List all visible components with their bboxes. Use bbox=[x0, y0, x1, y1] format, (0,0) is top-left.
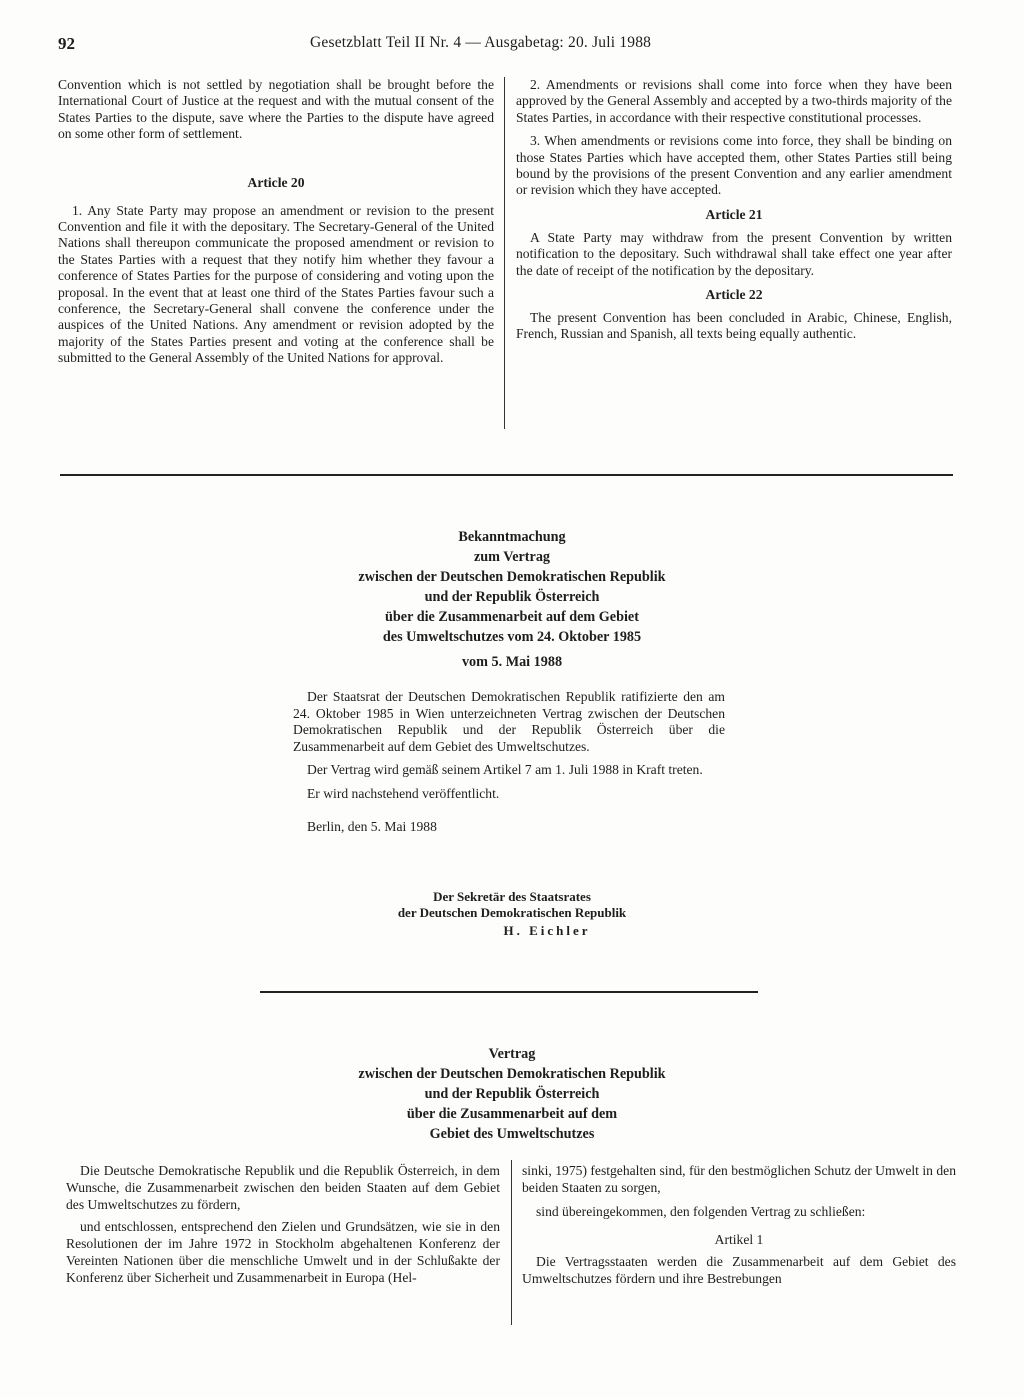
treaty-title-line: über die Zusammenarbeit auf dem bbox=[406, 1106, 618, 1122]
article-20-para-1: 1. Any State Party may propose an amendment or revision to the present Convention and file it with the depositary. The Secretary-General of the United Nations shall thereupon communicate the proposed amendment or revision to the States Parties with a request that they notify him whether they favour a conference of States Parties for the purpose of considering and voting upon the proposal. In the event that at least one third of the States Parties favour such a conference, the Secretary-General shall convene the conference under the auspices of the United Nations. Any amendment or revision adopted by the majority of the States Parties present and voting at the conference shall be submitted to the General Assembly of the United Nations for approval. bbox=[58, 202, 494, 366]
convention-right-column bbox=[516, 77, 952, 343]
artikel-1-heading: Artikel 1 bbox=[714, 1232, 764, 1248]
announcement-para-1: Der Staatsrat der Deutschen Demokratischen Republik ratifizierte den am 24. Oktober 1985 in Wien unterzeichneten Vertrag zwischen der Deutschen Demokratischen Republik und der Republik Österreich über die Zusammenarbeit auf dem Gebiet des Umweltschutzes. bbox=[293, 689, 725, 754]
running-header: Gesetzblatt Teil II Nr. 4 — Ausgabetag: 20. Juli 1988 bbox=[310, 34, 652, 51]
treaty-right-para-1: sinki, 1975) festgehalten sind, für den bestmöglichen Schutz der Umwelt in den beiden Staaten zu sorgen, bbox=[522, 1163, 956, 1195]
treaty-right-column bbox=[522, 1163, 956, 1288]
announcement-date: vom 5. Mai 1988 bbox=[461, 654, 563, 670]
treaty-title-line: Vertrag bbox=[488, 1046, 536, 1062]
signer-name: H. Eichler bbox=[503, 923, 591, 938]
treaty-left-para-1: Die Deutsche Demokratische Republik und die Republik Österreich, in dem Wunsche, die Zusammenarbeit zwischen den beiden Staaten auf dem Gebiet des Umweltschutzes zu fördern, bbox=[66, 1163, 500, 1212]
article-22-heading: Article 22 bbox=[705, 287, 763, 303]
convention-para-continued: Convention which is not settled by negotiation shall be brought before the International Court of Justice at the request and with the mutual consent of the States Parties to the dispute, save where the Parties to the dispute have agreed on some other form of settlement. bbox=[58, 77, 494, 142]
page-number: 92 bbox=[58, 34, 75, 53]
announcement-title-line: und der Republik Österreich bbox=[424, 589, 600, 605]
article-20-para-2: 2. Amendments or revisions shall come into force when they have been approved by the General Assembly and accepted by a two-thirds majority of the States Parties, in accordance with their respective constitutional processes. bbox=[516, 77, 952, 125]
announcement-body bbox=[293, 689, 725, 835]
treaty-right-para-2: sind übereingekommen, den folgenden Vertrag zu schließen: bbox=[536, 1203, 866, 1219]
article-22-text: The present Convention has been concluded in Arabic, Chinese, English, French, Russian and Spanish, all texts being equally authentic. bbox=[516, 310, 952, 342]
signer-title-1: Der Sekretär des Staatsrates bbox=[433, 889, 591, 904]
section-divider-2 bbox=[260, 991, 758, 993]
announcement-para-3: Er wird nachstehend veröffentlicht. bbox=[307, 785, 500, 801]
treaty-title-line: und der Republik Österreich bbox=[424, 1086, 600, 1102]
announcement-title-line: des Umweltschutzes vom 24. Oktober 1985 bbox=[382, 629, 642, 645]
convention-left-column bbox=[58, 77, 494, 367]
treaty-title-line: Gebiet des Umweltschutzes bbox=[429, 1126, 595, 1142]
section-divider-1 bbox=[60, 474, 953, 476]
announcement-title-line: zwischen der Deutschen Demokratischen Republik bbox=[358, 569, 666, 585]
treaty-left-column bbox=[66, 1163, 500, 1287]
announcement-title bbox=[180, 527, 844, 672]
announcement-title-line: über die Zusammenarbeit auf dem Gebiet bbox=[385, 609, 639, 625]
treaty-title bbox=[180, 1044, 844, 1144]
announcement-title-line: Bekanntmachung bbox=[458, 529, 566, 545]
article-21-heading: Article 21 bbox=[705, 206, 763, 222]
announcement-place-date: Berlin, den 5. Mai 1988 bbox=[307, 818, 437, 834]
treaty-column-divider bbox=[511, 1160, 512, 1325]
article-21-text: A State Party may withdraw from the present Convention by written notification to the depositary. Such withdrawal shall take effect one year after the date of receipt of the notification by the depositary. bbox=[516, 229, 952, 278]
announcement-title-line: zum Vertrag bbox=[473, 549, 551, 565]
artikel-1-text: Die Vertragsstaaten werden die Zusammenarbeit auf dem Gebiet des Umweltschutzes fördern und ihre Bestrebungen bbox=[522, 1254, 956, 1287]
article-20-heading: Article 20 bbox=[247, 174, 305, 190]
column-divider bbox=[504, 77, 505, 429]
treaty-left-para-2: und entschlossen, entsprechend den Zielen und Grundsätzen, wie sie in den Resolutionen der im Jahre 1972 in Stockholm abgehaltenen Konferenz der Vereinten Nationen über die menschliche Umwelt und in der Schlußakte der Konferenz über Sicherheit und Zusammenarbeit in Europa (Hel- bbox=[66, 1219, 500, 1285]
article-20-para-3: 3. When amendments or revisions come into force, they shall be binding on those States Parties which have accepted them, other States Parties still being bound by the provisions of the present Convention and any earlier amendment or revision which they have accepted. bbox=[516, 133, 952, 198]
signer-title-2: der Deutschen Demokratischen Republik bbox=[397, 905, 627, 920]
treaty-title-line: zwischen der Deutschen Demokratischen Republik bbox=[358, 1066, 666, 1082]
announcement-para-2: Der Vertrag wird gemäß seinem Artikel 7 am 1. Juli 1988 in Kraft treten. bbox=[307, 762, 703, 778]
signature-block bbox=[300, 889, 724, 939]
